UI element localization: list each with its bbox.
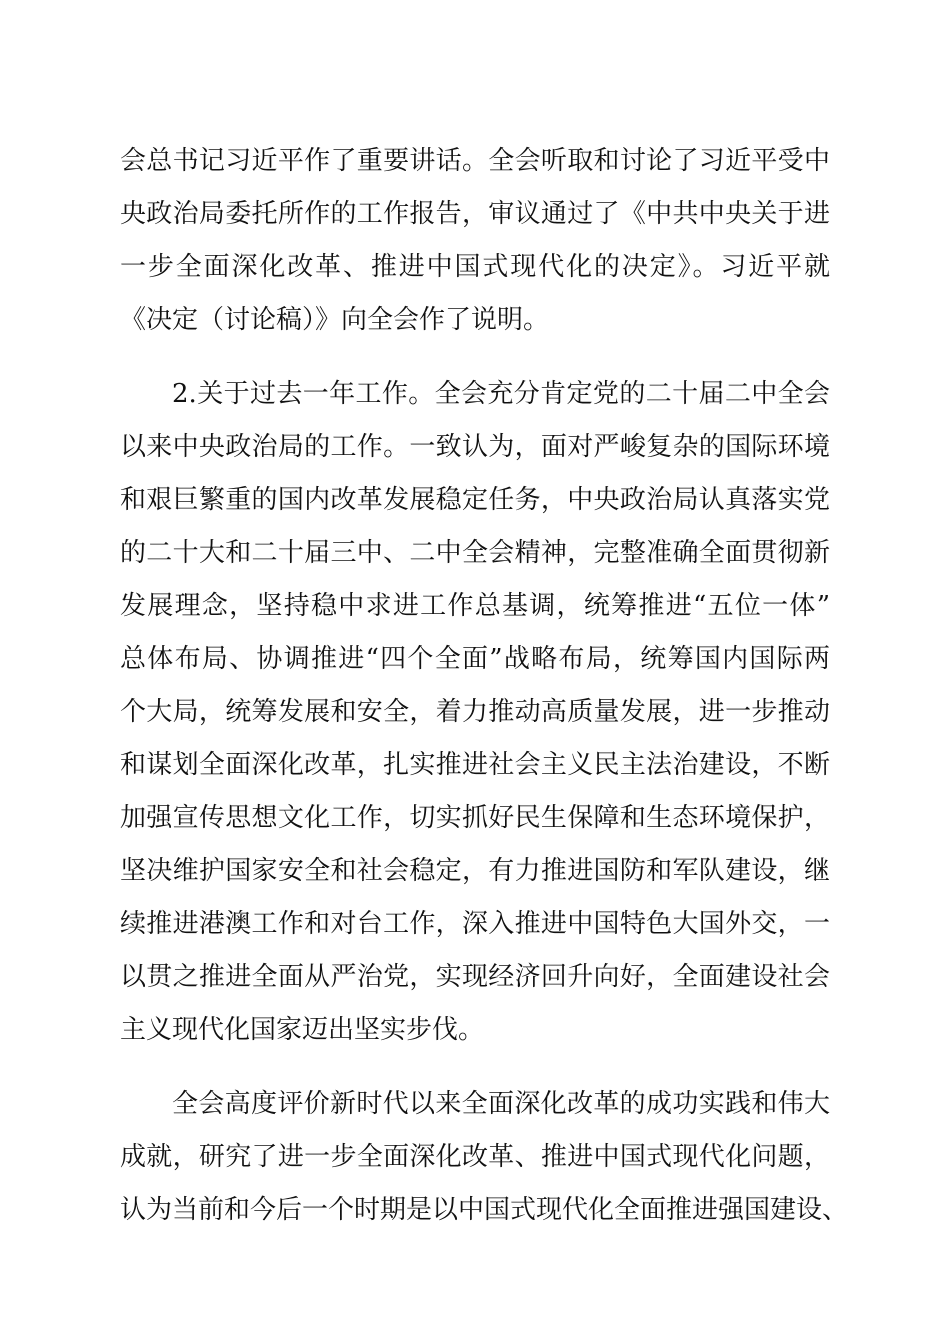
- paragraph-line: 以贯之推进全面从严治党，实现经济回升向好，全面建设社会: [120, 962, 830, 992]
- paragraph-line: 发展理念，坚持稳中求进工作总基调，统筹推进“五位一体”: [120, 591, 830, 621]
- paragraph-line: 2.关于过去一年工作。全会充分肯定党的二十届二中全会: [172, 379, 830, 409]
- paragraph-line: 和谋划全面深化改革，扎实推进社会主义民主法治建设，不断: [120, 750, 830, 780]
- paragraph-line: 的二十大和二十届三中、二中全会精神，完整准确全面贯彻新: [120, 538, 830, 568]
- paragraph-line: 加强宣传思想文化工作，切实抓好民生保障和生态环境保护，: [120, 803, 830, 833]
- paragraph-1: [120, 135, 830, 347]
- paragraph-line: 一步全面深化改革、推进中国式现代化的决定》。习近平就: [120, 252, 830, 282]
- paragraph-line: 会总书记习近平作了重要讲话。全会听取和讨论了习近平受中: [120, 146, 830, 176]
- paragraph-line: 以来中央政治局的工作。一致认为，面对严峻复杂的国际环境: [120, 432, 830, 462]
- paragraph-line: 认为当前和今后一个时期是以中国式现代化全面推进强国建设、: [120, 1195, 849, 1225]
- paragraph-line: 《决定（讨论稿）》向全会作了说明。: [120, 305, 550, 335]
- paragraph-3: [120, 1078, 849, 1237]
- paragraph-2: [120, 368, 830, 1057]
- paragraph-spacer: [120, 1057, 830, 1078]
- paragraph-line: 央政治局委托所作的工作报告，审议通过了《中共中央关于进: [120, 199, 830, 229]
- paragraph-line: 成就，研究了进一步全面深化改革、推进中国式现代化问题，: [120, 1142, 830, 1172]
- paragraph-line: 总体布局、协调推进“四个全面”战略布局，统筹国内国际两: [120, 644, 830, 674]
- paragraph-line: 坚决维护国家安全和社会稳定，有力推进国防和军队建设，继: [120, 856, 830, 886]
- paragraph-line: 个大局，统筹发展和安全，着力推动高质量发展，进一步推动: [120, 697, 830, 727]
- document-body: [120, 135, 849, 1237]
- paragraph-line: 和艰巨繁重的国内改革发展稳定任务，中央政治局认真落实党: [120, 485, 830, 515]
- paragraph-spacer: [120, 347, 830, 368]
- paragraph-line: 全会高度评价新时代以来全面深化改革的成功实践和伟大: [172, 1089, 830, 1119]
- paragraph-line: 续推进港澳工作和对台工作，深入推进中国特色大国外交，一: [120, 909, 830, 939]
- paragraph-line: 主义现代化国家迈出坚实步伐。: [120, 1015, 485, 1045]
